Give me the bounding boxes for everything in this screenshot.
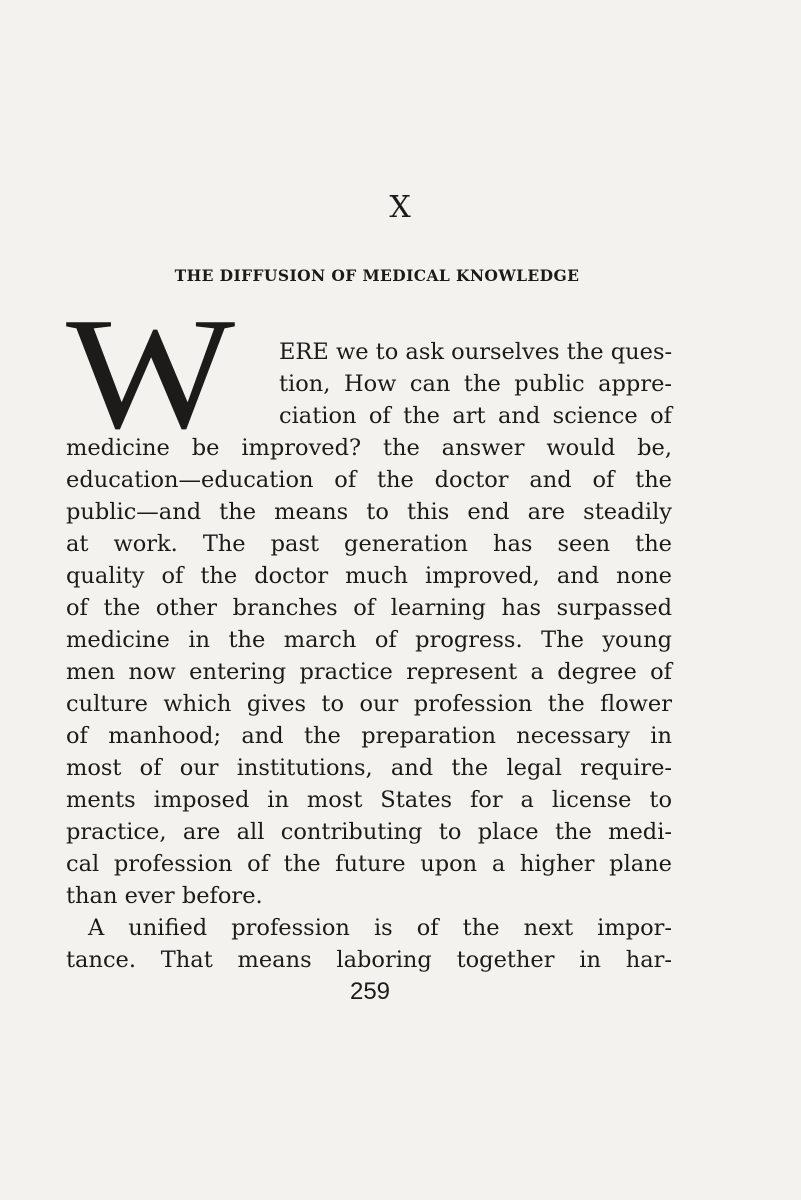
page-number: 259 — [349, 978, 391, 1005]
body-line: education—education of the doctor and of the — [66, 467, 672, 493]
body-line: medicine in the march of progress. The young — [66, 627, 672, 653]
body-line: tion, How can the public appre- — [279, 371, 672, 397]
body-line: ERE we to ask ourselves the ques- — [279, 339, 673, 365]
body-line: than ever before. — [66, 883, 263, 909]
body-line: tance. That means laboring together in har- — [66, 947, 672, 973]
chapter-title: THE DIFFUSION OF MEDICAL KNOWLEDGE — [174, 266, 580, 285]
drop-cap-letter: W — [66, 284, 236, 462]
body-line: culture which gives to our profession the flower — [66, 691, 672, 717]
body-line: A unified profession is of the next impor- — [88, 915, 672, 941]
body-line: ments imposed in most States for a license to — [66, 787, 672, 813]
body-line: at work. The past generation has seen the — [66, 531, 672, 557]
body-line: cal profession of the future upon a higher plane — [66, 851, 672, 877]
body-line: of manhood; and the preparation necessary in — [66, 723, 672, 749]
body-line: medicine be improved? the answer would be, — [66, 435, 672, 461]
body-line: ciation of the art and science of — [279, 403, 672, 429]
body-line: practice, are all contributing to place the medi- — [66, 819, 672, 845]
body-line: public—and the means to this end are steadily — [66, 499, 672, 525]
body-line: men now entering practice represent a degree of — [66, 659, 672, 685]
chapter-number: X — [389, 190, 412, 225]
body-line: quality of the doctor much improved, and none — [66, 563, 672, 589]
body-line: most of our institutions, and the legal require- — [66, 755, 672, 781]
body-line: of the other branches of learning has surpassed — [66, 595, 672, 621]
